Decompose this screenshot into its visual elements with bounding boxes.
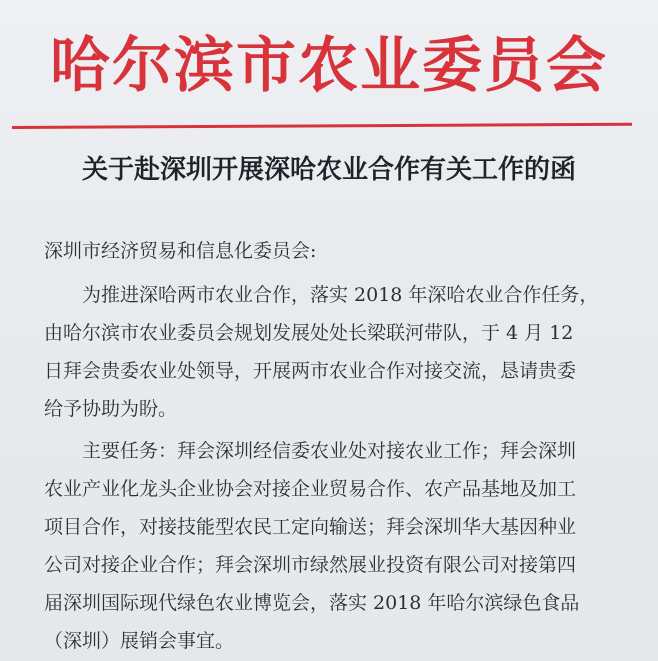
- paragraph-line: （深圳）展销会事宜。: [44, 630, 235, 652]
- paragraph-line: 日拜会贵委农业处领导，开展两市农业合作对接交流，恳请贵委: [44, 360, 577, 382]
- letterhead-red-rule: [12, 123, 632, 129]
- paragraph-line: 由哈尔滨市农业委员会规划发展处处长梁联河带队，于 4 月 12: [44, 322, 574, 344]
- paragraph-line: 项目合作，对接技能型农民工定向输送；拜会深圳华大基因种业: [44, 516, 577, 538]
- paragraph-line: 主要任务：拜会深圳经信委农业处对接农业工作；拜会深圳: [82, 440, 577, 462]
- paragraph-2: [44, 432, 634, 660]
- paragraph-1: [44, 276, 634, 428]
- paragraph-line: 公司对接企业合作；拜会深圳市绿然展业投资有限公司对接第四: [44, 554, 577, 576]
- letterhead-organization: 哈尔滨市农业委员会: [50, 31, 608, 101]
- document-title: 关于赴深圳开展深哈农业合作有关工作的函: [81, 155, 576, 185]
- paragraph-line: 为推进深哈两市农业合作，落实 2018 年深哈农业合作任务，: [82, 284, 599, 306]
- addressee-line: 深圳市经济贸易和信息化委员会:: [44, 240, 317, 262]
- addressee: [44, 232, 634, 270]
- paragraph-line: 给予协助为盼。: [44, 398, 178, 420]
- paragraph-line: 届深圳国际现代绿色农业博览会，落实 2018 年哈尔滨绿色食品: [44, 592, 580, 614]
- paragraph-line: 农业产业化龙头企业协会对接企业贸易合作、农产品基地及加工: [44, 478, 577, 500]
